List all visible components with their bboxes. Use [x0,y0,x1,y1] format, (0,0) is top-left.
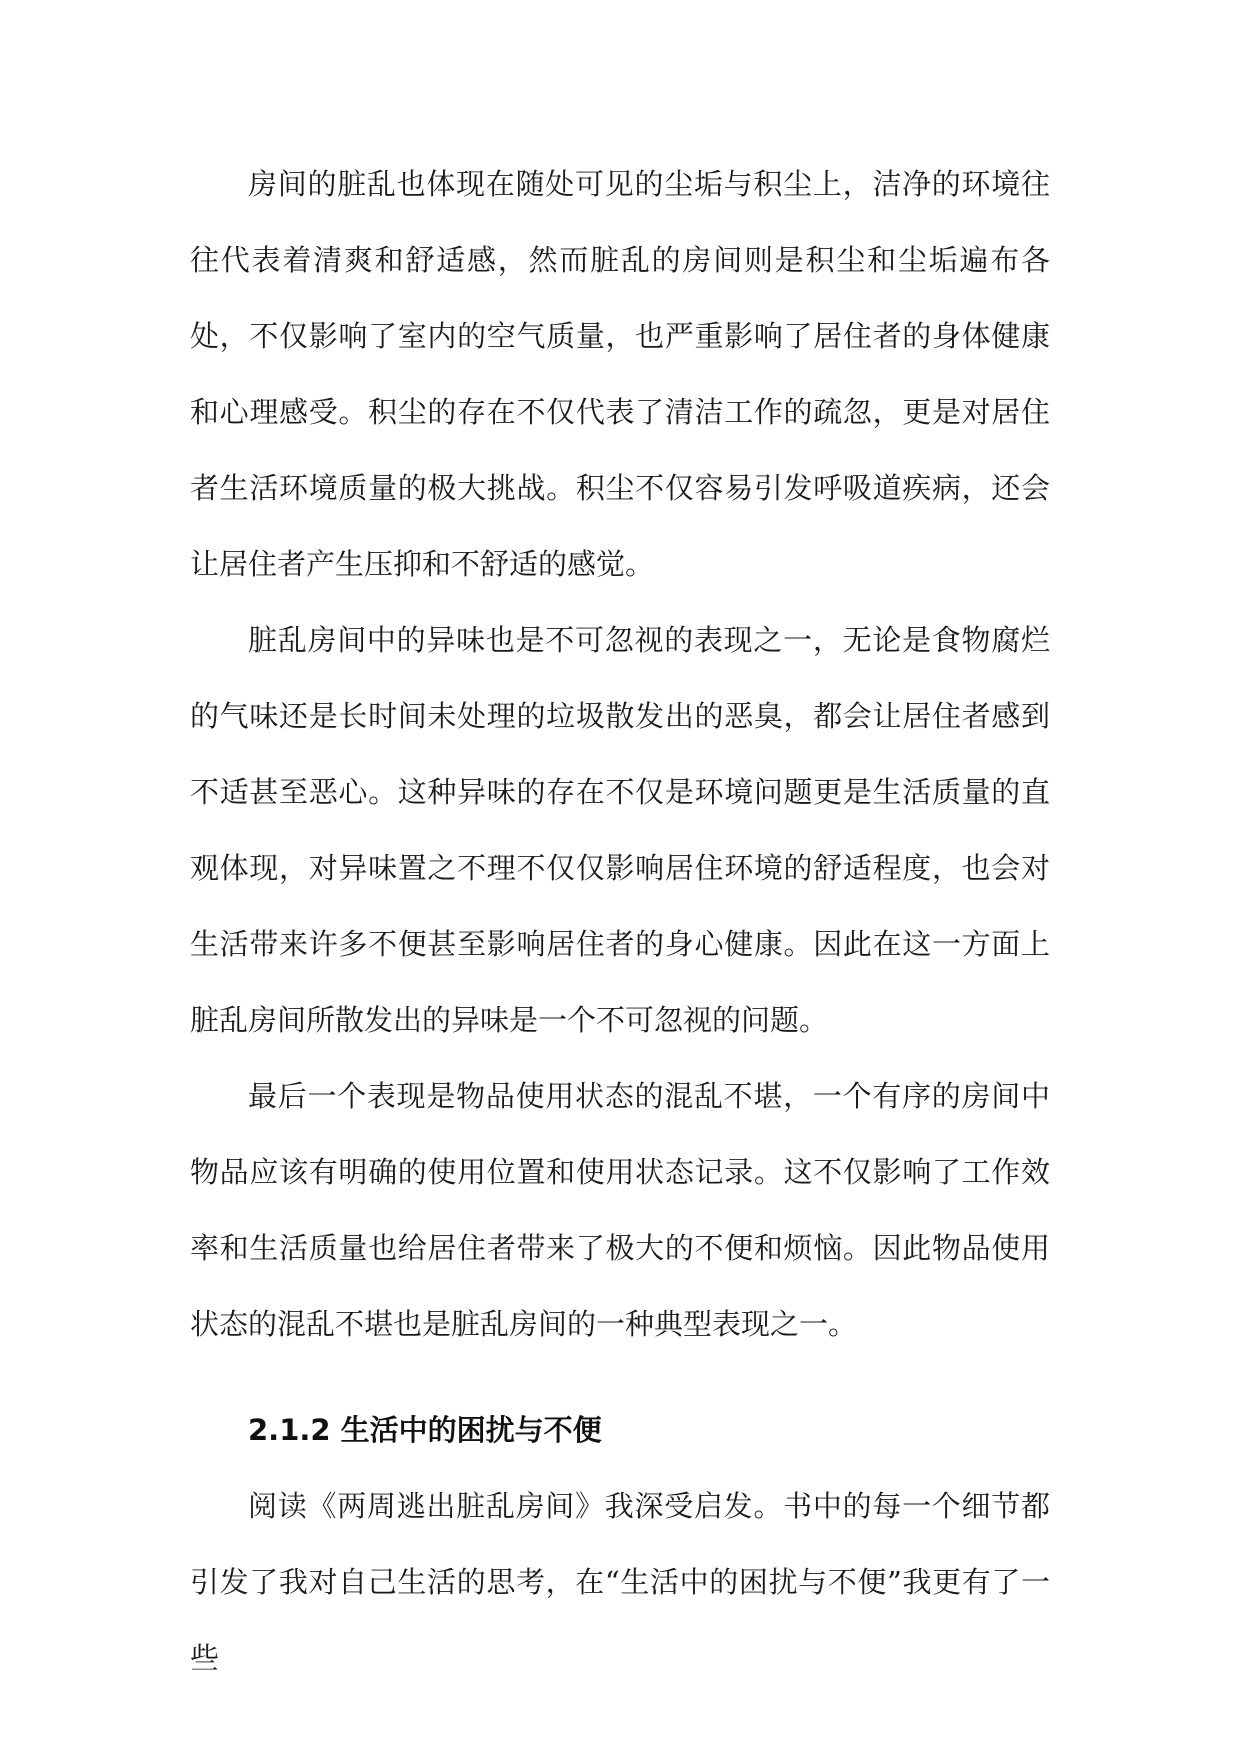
paragraph-odor: 脏乱房间中的异味也是不可忽视的表现之一，无论是食物腐烂的气味还是长时间未处理的垃圾散发出的恶臭，都会让居住者感到不适甚至恶心。这种异味的存在不仅是环境问题更是生活质量的直观体现，对异味置之不理不仅仅影响居住环境的舒适程度，也会对生活带来许多不便甚至影响居住者的身心健康。因此在这一方面上脏乱房间所散发出的异味是一个不可忽视的问题。 [190,623,1050,1037]
document-body [190,146,1050,1696]
paragraph-disorder: 最后一个表现是物品使用状态的混乱不堪，一个有序的房间中物品应该有明确的使用位置和使用状态记录。这不仅影响了工作效率和生活质量也给居住者带来了极大的不便和烦恼。因此物品使用状态的混乱不堪也是脏乱房间的一种典型表现之一。 [190,1079,1050,1341]
paragraph-dust: 房间的脏乱也体现在随处可见的尘垢与积尘上，洁净的环境往往代表着清爽和舒适感，然而脏乱的房间则是积尘和尘垢遍布各处，不仅影响了室内的空气质量，也严重影响了居住者的身体健康和心理感受。积尘的存在不仅代表了清洁工作的疏忽，更是对居住者生活环境质量的极大挑战。积尘不仅容易引发呼吸道疾病，还会让居住者产生压抑和不舒适的感觉。 [190,167,1050,581]
section-heading: 2.1.2 生活中的困扰与不便 [248,1413,602,1447]
paragraph-reading: 阅读《两周逃出脏乱房间》我深受启发。书中的每一个细节都引发了我对自己生活的思考，在“生活中的困扰与不便”我更有了一些 [190,1489,1050,1675]
